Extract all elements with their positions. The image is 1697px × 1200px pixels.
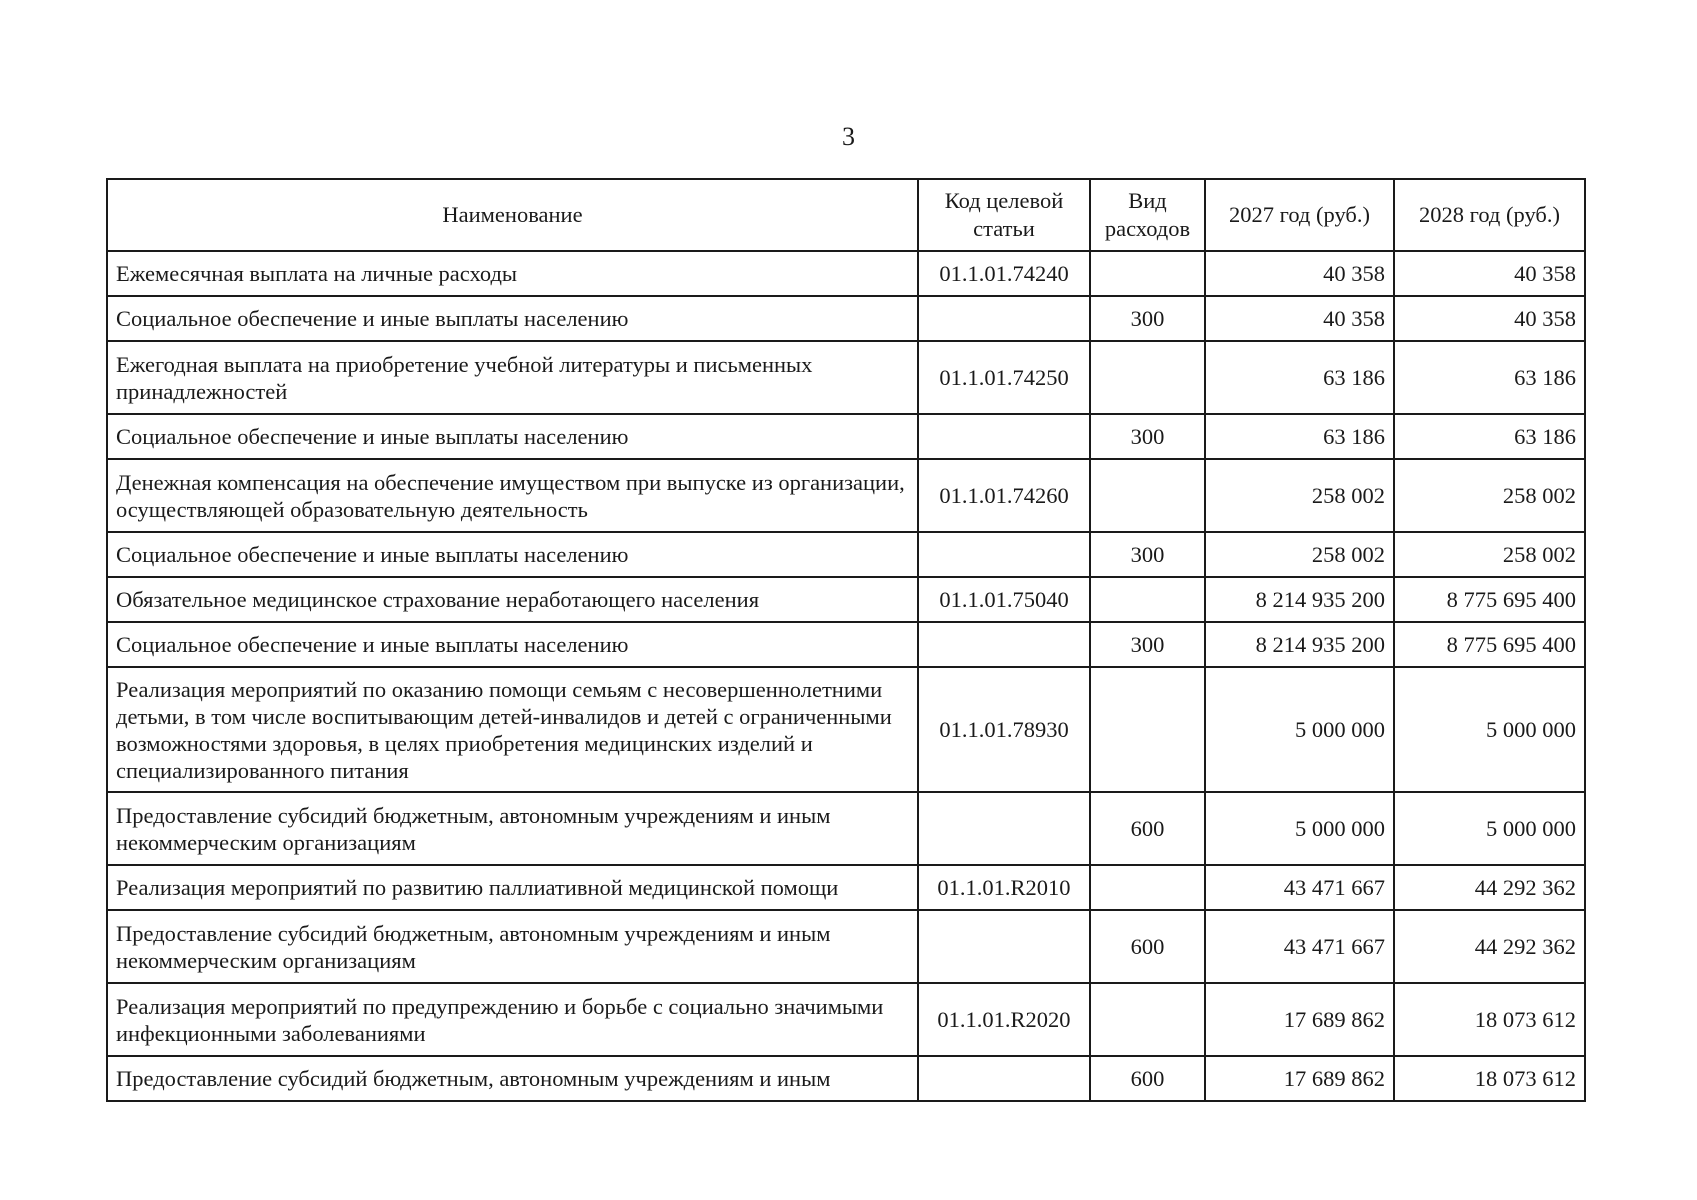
- page-number: 3: [842, 122, 855, 151]
- cell-2027: 63 186: [1205, 414, 1394, 459]
- cell-2028: 40 358: [1394, 296, 1585, 341]
- cell-code: [918, 910, 1090, 983]
- table-row: [107, 667, 1585, 792]
- cell-kind: [1090, 983, 1205, 1056]
- cell-code: [918, 792, 1090, 865]
- table-row: [107, 577, 1585, 622]
- cell-2027: 8 214 935 200: [1205, 622, 1394, 667]
- cell-name: Денежная компенсация на обеспечение имуществом при выпуске из организации, осуществляющей образовательную деятельность: [107, 459, 918, 532]
- cell-2027: 43 471 667: [1205, 910, 1394, 983]
- cell-2027: 63 186: [1205, 341, 1394, 414]
- header-code: Код целевой статьи: [918, 179, 1090, 251]
- cell-code: 01.1.01.74260: [918, 459, 1090, 532]
- cell-code: [918, 532, 1090, 577]
- cell-2027: 5 000 000: [1205, 667, 1394, 792]
- cell-name: Предоставление субсидий бюджетным, автономным учреждениям и иным некоммерческим организациям: [107, 792, 918, 865]
- table-row: [107, 865, 1585, 910]
- table-row: [107, 414, 1585, 459]
- cell-code: 01.1.01.74250: [918, 341, 1090, 414]
- cell-kind: 600: [1090, 792, 1205, 865]
- cell-2028: 18 073 612: [1394, 983, 1585, 1056]
- cell-code: 01.1.01.R2020: [918, 983, 1090, 1056]
- cell-code: 01.1.01.74240: [918, 251, 1090, 296]
- cell-2028: 8 775 695 400: [1394, 622, 1585, 667]
- cell-code: 01.1.01.75040: [918, 577, 1090, 622]
- cell-code: [918, 414, 1090, 459]
- cell-code: 01.1.01.R2010: [918, 865, 1090, 910]
- cell-name: Социальное обеспечение и иные выплаты населению: [107, 414, 918, 459]
- cell-2028: 63 186: [1394, 341, 1585, 414]
- table-row: [107, 341, 1585, 414]
- cell-2028: 63 186: [1394, 414, 1585, 459]
- cell-kind: [1090, 667, 1205, 792]
- cell-kind: [1090, 341, 1205, 414]
- cell-2028: 18 073 612: [1394, 1056, 1585, 1101]
- table-row: [107, 1056, 1585, 1101]
- cell-name: Ежемесячная выплата на личные расходы: [107, 251, 918, 296]
- cell-2028: 258 002: [1394, 459, 1585, 532]
- cell-2028: 8 775 695 400: [1394, 577, 1585, 622]
- cell-2028: 258 002: [1394, 532, 1585, 577]
- cell-kind: [1090, 251, 1205, 296]
- cell-name: Предоставление субсидий бюджетным, автономным учреждениям и иным: [107, 1056, 918, 1101]
- cell-2027: 40 358: [1205, 251, 1394, 296]
- cell-kind: [1090, 577, 1205, 622]
- table-row: [107, 792, 1585, 865]
- cell-name: Реализация мероприятий по предупреждению и борьбе с социально значимыми инфекционными заболеваниями: [107, 983, 918, 1056]
- cell-kind: 300: [1090, 414, 1205, 459]
- header-2027: 2027 год (руб.): [1205, 179, 1394, 251]
- cell-2027: 17 689 862: [1205, 983, 1394, 1056]
- cell-name: Социальное обеспечение и иные выплаты населению: [107, 296, 918, 341]
- cell-code: [918, 296, 1090, 341]
- cell-2027: 258 002: [1205, 532, 1394, 577]
- cell-2027: 43 471 667: [1205, 865, 1394, 910]
- table-row: [107, 910, 1585, 983]
- table-row: [107, 532, 1585, 577]
- cell-2028: 44 292 362: [1394, 910, 1585, 983]
- budget-table: [106, 178, 1586, 1102]
- cell-2028: 40 358: [1394, 251, 1585, 296]
- cell-2027: 40 358: [1205, 296, 1394, 341]
- table-row: [107, 296, 1585, 341]
- cell-2027: 17 689 862: [1205, 1056, 1394, 1101]
- cell-name: Социальное обеспечение и иные выплаты населению: [107, 532, 918, 577]
- table-row: [107, 459, 1585, 532]
- cell-2028: 5 000 000: [1394, 667, 1585, 792]
- cell-name: Предоставление субсидий бюджетным, автономным учреждениям и иным некоммерческим организациям: [107, 910, 918, 983]
- table-row: [107, 983, 1585, 1056]
- cell-kind: 300: [1090, 622, 1205, 667]
- cell-kind: 600: [1090, 1056, 1205, 1101]
- cell-kind: [1090, 865, 1205, 910]
- cell-2027: 8 214 935 200: [1205, 577, 1394, 622]
- cell-2028: 5 000 000: [1394, 792, 1585, 865]
- cell-name: Ежегодная выплата на приобретение учебной литературы и письменных принадлежностей: [107, 341, 918, 414]
- cell-name: Реализация мероприятий по развитию паллиативной медицинской помощи: [107, 865, 918, 910]
- header-2028: 2028 год (руб.): [1394, 179, 1585, 251]
- cell-code: [918, 1056, 1090, 1101]
- cell-kind: 300: [1090, 532, 1205, 577]
- cell-name: Реализация мероприятий по оказанию помощи семьям с несовершеннолетними детьми, в том числе воспитывающим детей-инвалидов и детей с ограниченными возможностями здоровья, в целях приобретения медицинских изделий и специализированного питания: [107, 667, 918, 792]
- table-row: [107, 622, 1585, 667]
- table-row: [107, 251, 1585, 296]
- cell-kind: [1090, 459, 1205, 532]
- cell-name: Обязательное медицинское страхование неработающего населения: [107, 577, 918, 622]
- cell-kind: 600: [1090, 910, 1205, 983]
- cell-2027: 258 002: [1205, 459, 1394, 532]
- cell-code: 01.1.01.78930: [918, 667, 1090, 792]
- cell-kind: 300: [1090, 296, 1205, 341]
- header-kind: Вид расходов: [1090, 179, 1205, 251]
- table-header-row: [107, 179, 1585, 251]
- cell-name: Социальное обеспечение и иные выплаты населению: [107, 622, 918, 667]
- cell-code: [918, 622, 1090, 667]
- cell-2027: 5 000 000: [1205, 792, 1394, 865]
- header-name: Наименование: [107, 179, 918, 251]
- cell-2028: 44 292 362: [1394, 865, 1585, 910]
